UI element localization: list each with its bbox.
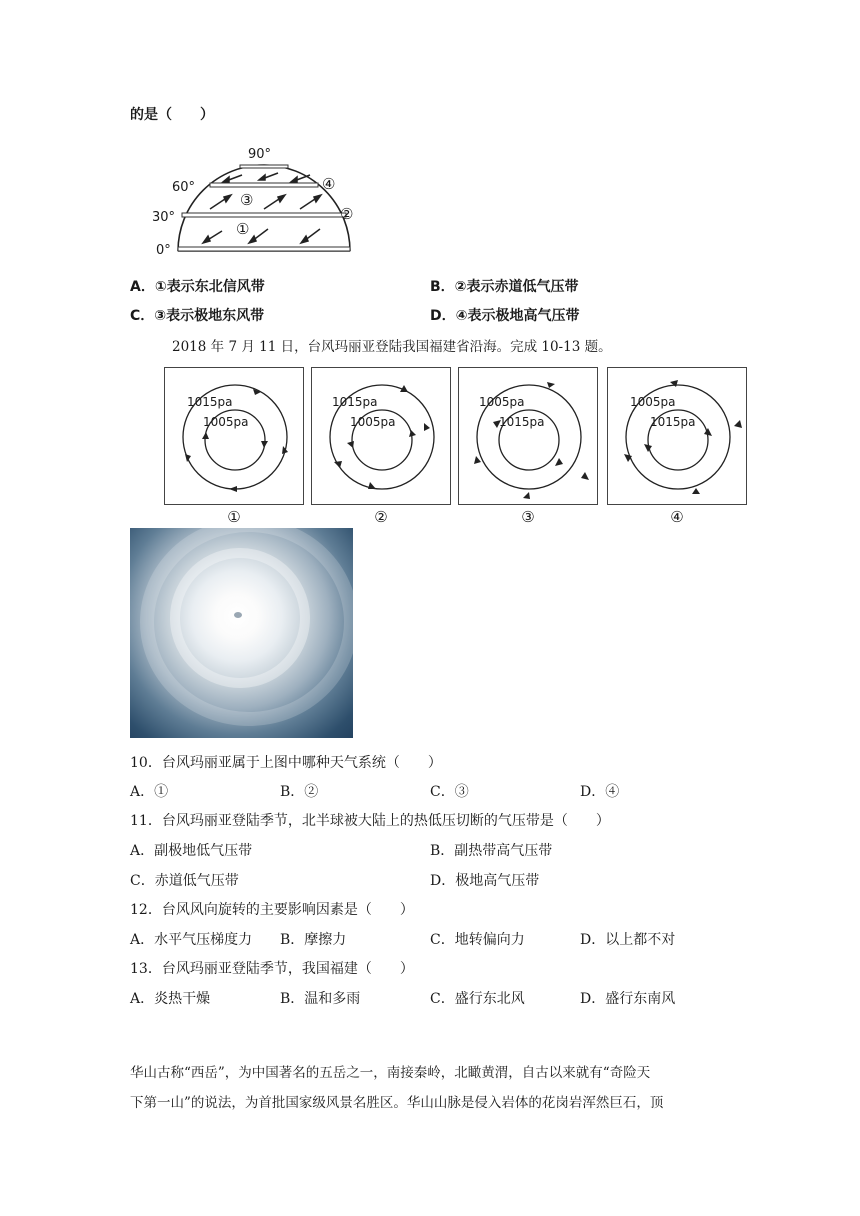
inner-pressure-label: 1005pa (350, 415, 396, 429)
q9-option-d[interactable]: D．④表示极地高气压带 (430, 308, 580, 324)
q13-option-d[interactable]: D．盛行东南风 (580, 991, 676, 1007)
q11-option-c[interactable]: C．赤道低气压带 (130, 873, 239, 889)
wind-belt-diagram (150, 145, 370, 260)
q9-option-a[interactable]: A．①表示东北信风带 (130, 279, 265, 295)
passage-line-1: 华山古称“西岳”，为中国著名的五岳之一，南接秦岭，北瞰黄渭，自古以来就有“奇险天 (130, 1065, 651, 1081)
q12-option-b[interactable]: B．摩擦力 (280, 932, 347, 948)
question-12-stem: 12．台风风向旋转的主要影响因素是（ ） (130, 902, 414, 918)
q11-option-d[interactable]: D．极地高气压带 (430, 873, 540, 889)
q13-option-b[interactable]: B．温和多雨 (280, 991, 361, 1007)
q12-option-a[interactable]: A．水平气压梯度力 (130, 932, 253, 948)
question-10-stem: 10．台风玛丽亚属于上图中哪种天气系统（ ） (130, 755, 442, 771)
question-fragment: 的是（ ） (130, 107, 214, 123)
pressure-box-1 (164, 367, 304, 505)
pressure-box-3 (458, 367, 598, 505)
question-11-stem: 11．台风玛丽亚登陆季节，北半球被大陆上的热低压切断的气压带是（ ） (130, 813, 610, 829)
outer-pressure-label: 1005pa (630, 395, 676, 409)
belt-label-4: ④ (322, 175, 336, 193)
lat-60-label: 60° (172, 180, 196, 195)
box-label-2: ② (374, 508, 388, 526)
question-13-stem: 13．台风玛丽亚登陆季节，我国福建（ ） (130, 961, 414, 977)
box-label-1: ① (227, 508, 241, 526)
pressure-box-2 (311, 367, 451, 505)
outer-pressure-label: 1015pa (187, 395, 233, 409)
box-label-4: ④ (670, 508, 684, 526)
passage-line-2: 下第一山”的说法，为首批国家级风景名胜区。华山山脉是侵入岩体的花岗岩浑然巨石，顶 (130, 1095, 664, 1111)
q12-option-d[interactable]: D．以上都不对 (580, 932, 676, 948)
q13-option-a[interactable]: A．炎热干燥 (130, 991, 211, 1007)
q10-option-d[interactable]: D．④ (580, 784, 620, 800)
intro-text: 2018 年 7 月 11 日，台风玛丽亚登陆我国福建省沿海。完成 10-13 题。 (172, 339, 612, 355)
q9-option-b[interactable]: B．②表示赤道低气压带 (430, 279, 579, 295)
lat-30-label: 30° (152, 210, 176, 225)
q11-option-b[interactable]: B．副热带高气压带 (430, 843, 553, 859)
belt-label-3: ③ (240, 191, 254, 209)
lat-0-label: 0° (156, 243, 171, 258)
pressure-box-4 (607, 367, 747, 505)
q9-option-c[interactable]: C．③表示极地东风带 (130, 308, 265, 324)
box-label-3: ③ (521, 508, 535, 526)
inner-pressure-label: 1015pa (499, 415, 545, 429)
q10-option-c[interactable]: C．③ (430, 784, 469, 800)
q10-option-b[interactable]: B．② (280, 784, 319, 800)
lat-90-label: 90° (248, 147, 272, 162)
belt-label-1: ① (236, 220, 250, 238)
outer-pressure-label: 1005pa (479, 395, 525, 409)
q10-option-a[interactable]: A．① (130, 784, 169, 800)
belt-label-2: ② (340, 205, 354, 223)
inner-pressure-label: 1015pa (650, 415, 696, 429)
typhoon-satellite-image (130, 528, 353, 738)
inner-pressure-label: 1005pa (203, 415, 249, 429)
q11-option-a[interactable]: A．副极地低气压带 (130, 843, 253, 859)
q12-option-c[interactable]: C．地转偏向力 (430, 932, 525, 948)
q13-option-c[interactable]: C．盛行东北风 (430, 991, 525, 1007)
outer-pressure-label: 1015pa (332, 395, 378, 409)
